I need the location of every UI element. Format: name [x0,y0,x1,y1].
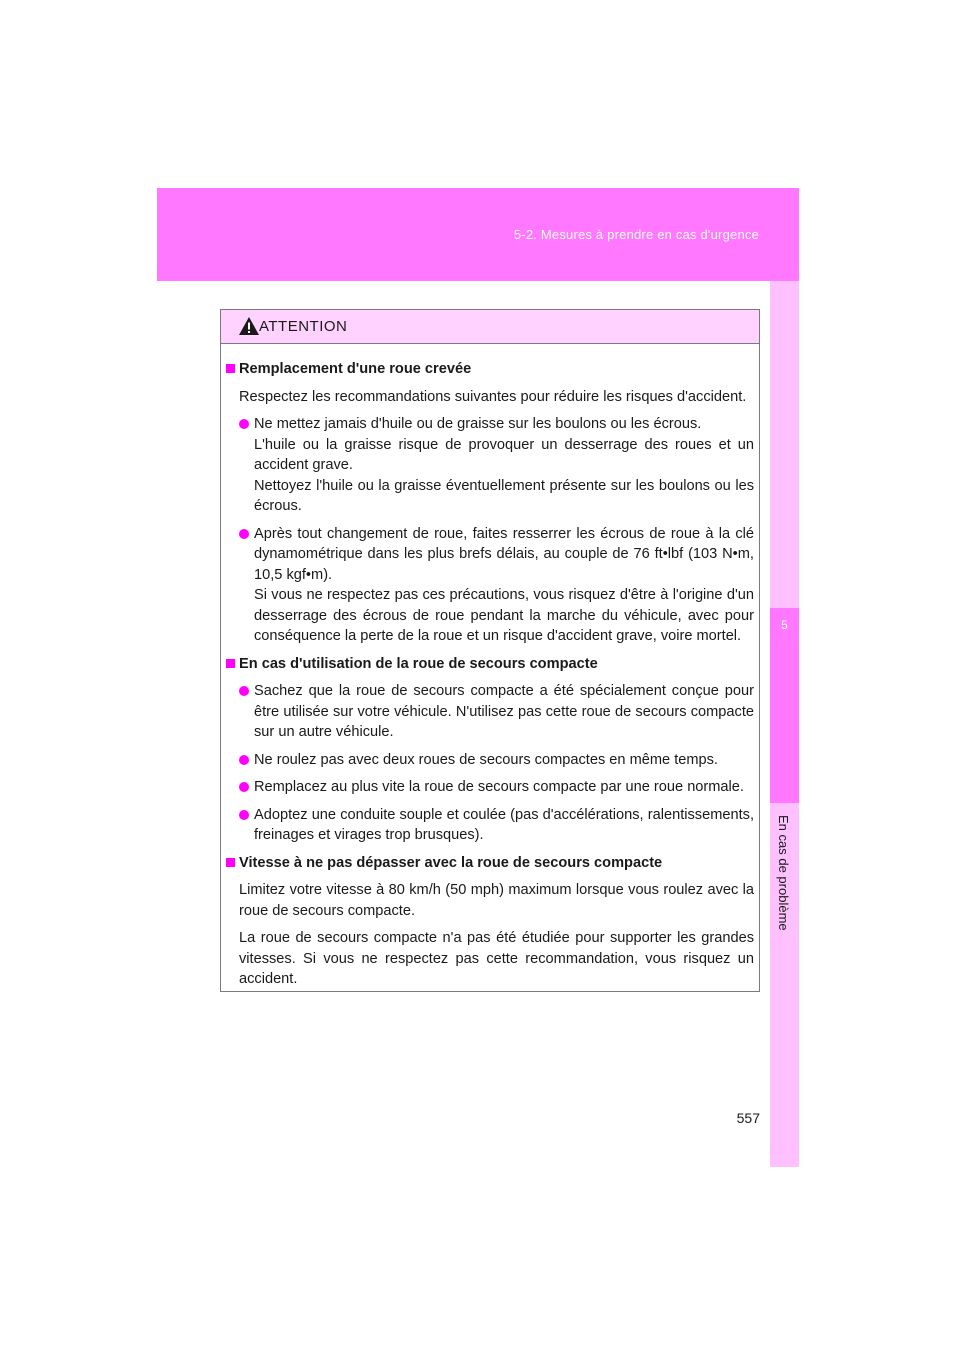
section-title: Vitesse à ne pas dépasser avec la roue de secours compacte [224,853,754,874]
header-band [157,188,799,281]
section-paragraph: La roue de secours compacte n'a pas été étudiée pour supporter les grandes vitesses. Si vous ne respectez pas cette recommandation, vous risquez un accident. [239,930,754,987]
circle-bullet-icon [239,782,249,792]
chapter-tab [770,608,799,803]
square-bullet-icon [226,364,235,373]
square-bullet-icon [226,858,235,867]
list-item: Adoptez une conduite souple et coulée (pas d'accélérations, ralentissements, freinages et virages trop brusques). [224,805,754,846]
section-intro: Respectez les recommandations suivantes pour réduire les risques d'accident. [239,388,747,405]
list-item: Remplacez au plus vite la roue de secours compacte par une roue normale. [224,777,754,798]
warning-title: ATTENTION [259,318,348,335]
page-number: 557 [736,1110,760,1126]
section-title: Remplacement d'une roue crevée [224,359,754,380]
list-item: Ne roulez pas avec deux roues de secours compactes en même temps. [224,750,754,771]
list-item: Sachez que la roue de secours compacte a été spécialement conçue pour être utilisée sur votre véhicule. N'utilisez pas cette roue de secours compacte sur un autre véhicule. [224,681,754,743]
chapter-title: En cas de problème [776,815,791,931]
square-bullet-icon [226,659,235,668]
section-title: En cas d'utilisation de la roue de secours compacte [224,654,754,675]
chapter-number: 5 [781,618,788,632]
circle-bullet-icon [239,529,249,539]
section-paragraph: Limitez votre vitesse à 80 km/h (50 mph) maximum lorsque vous roulez avec la roue de secours compacte. [239,882,754,919]
list-item: Après tout changement de roue, faites resserrer les écrous de roue à la clé dynamométrique dans les plus brefs délais, au couple de 76 ft•lbf (103 N•m, 10,5 kgf•m). Si vous ne respectez pas ces précautions, vous risquez d'être à l'origine d'un desserrage des écrous de roue pendant la marche du véhicule, avec pour conséquence la perte de la roue et un risque d'accident grave, voire mortel. [224,524,754,647]
warning-header [221,310,759,344]
warning-box [220,309,760,992]
circle-bullet-icon [239,810,249,820]
circle-bullet-icon [239,755,249,765]
breadcrumb: 5-2. Mesures à prendre en cas d'urgence [513,227,759,242]
warning-content [221,344,759,990]
list-item: Ne mettez jamais d'huile ou de graisse sur les boulons ou les écrous. L'huile ou la graisse risque de provoquer un desserrage des roues et un accident grave. Nettoyez l'huile ou la graisse éventuellement présente sur les boulons ou les écrous. [224,414,754,517]
circle-bullet-icon [239,686,249,696]
warning-icon [238,316,260,336]
circle-bullet-icon [239,419,249,429]
